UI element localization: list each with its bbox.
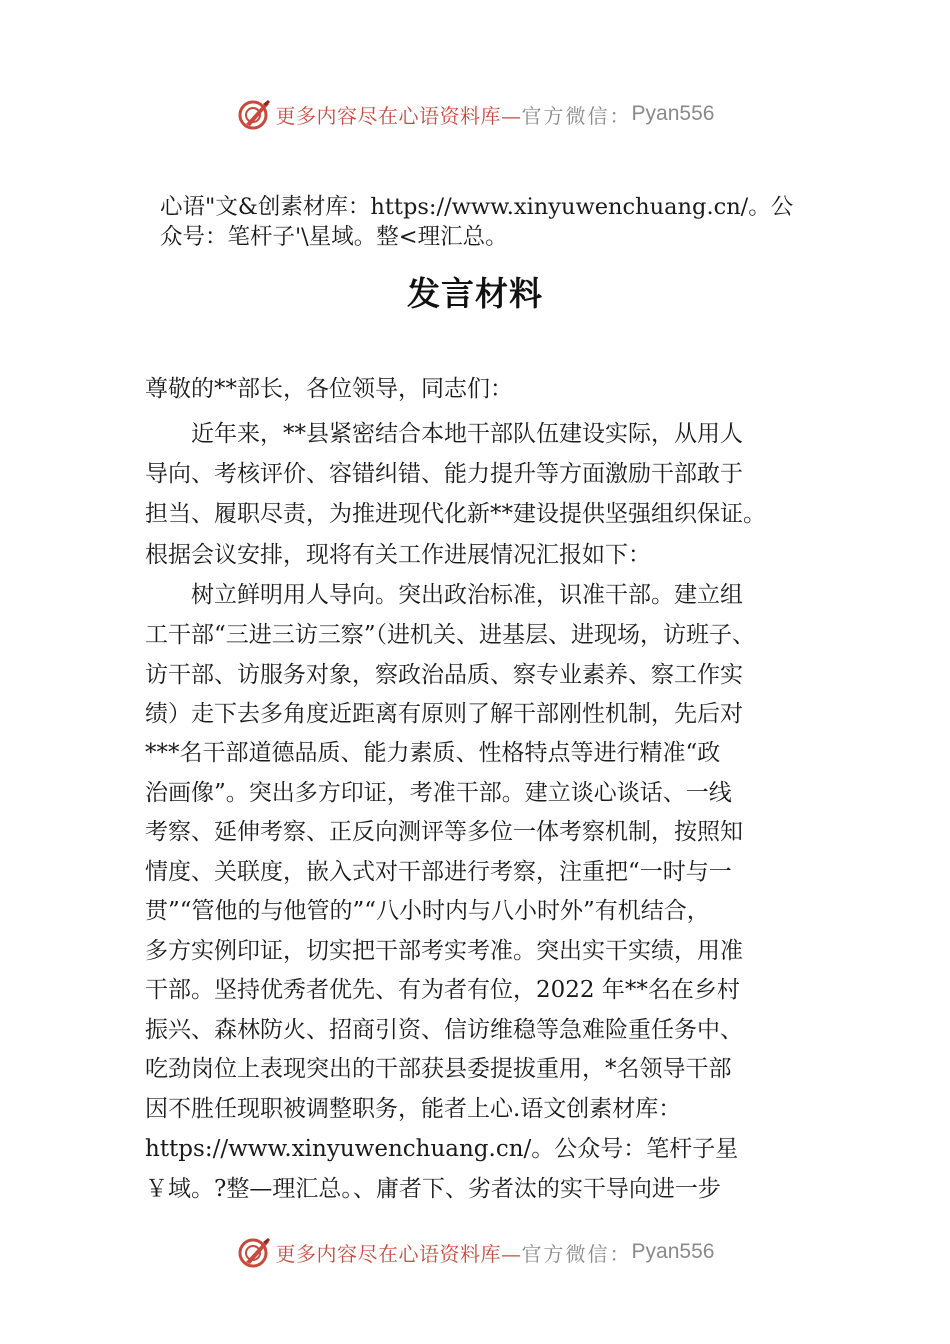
- body-line: 干部。坚持优秀者优先、有为者有位，2022 年**名在乡村: [145, 977, 740, 1003]
- body-line: ￥域。?整—理汇总。、庸者下、劣者汰的实干导向进一步: [145, 1176, 721, 1202]
- body-line: 担当、履职尽责，为推进现代化新**建设提供坚强组织保证。: [145, 501, 766, 527]
- quill-logo-icon: [236, 1234, 272, 1270]
- body-line: 根据会议安排，现将有关工作进展情况汇报如下：: [145, 542, 651, 568]
- body-line: ***名干部道德品质、能力素质、性格特点等进行精准“政: [145, 740, 721, 766]
- body-line: 治画像”。突出多方印证，考准干部。建立谈心谈话、一线: [145, 780, 732, 806]
- body-line: 因不胜任现职被调整职务，能者上心.语文创素材库：: [145, 1096, 682, 1122]
- banner-wechat-id: Pyan556: [631, 102, 715, 125]
- body-line: 绩）走下去多角度近距离有原则了解干部刚性机制，先后对: [145, 701, 743, 727]
- banner-content: [236, 1234, 715, 1270]
- header-watermark-banner: [0, 92, 950, 136]
- body-line: 吃劲岗位上表现突出的干部获县委提拔重用，*名领导干部: [145, 1056, 732, 1082]
- banner-main-text: 更多内容尽在心语资料库—: [275, 103, 522, 128]
- quill-logo-icon: [236, 96, 272, 132]
- banner-wechat-label: 官方微信：: [521, 103, 632, 128]
- body-line: https://www.xinyuwenchuang.cn/。公众号：笔杆子星: [145, 1136, 739, 1162]
- body-line: 近年来，**县紧密结合本地干部队伍建设实际，从用人: [145, 421, 743, 447]
- body-line: 贯”“管他的与他管的”“八小时内与八小时外”有机结合，: [145, 898, 710, 924]
- body-line: 考察、延伸考察、正反向测评等多位一体考察机制，按照知: [145, 819, 743, 845]
- body-line: 工干部“三进三访三察”（进机关、进基层、进现场，访班子、: [145, 622, 756, 648]
- banner-content: [236, 96, 715, 132]
- banner-main-text: 更多内容尽在心语资料库—: [275, 1241, 522, 1266]
- banner-wechat-label: 官方微信：: [521, 1241, 632, 1266]
- body-line: 导向、考核评价、容错纠错、能力提升等方面激励干部敢于: [145, 461, 743, 487]
- body-line: 树立鲜明用人导向。突出政治标准，识准干部。建立组: [145, 582, 743, 608]
- body-line: 情度、关联度，嵌入式对干部进行考察，注重把“一时与一: [145, 859, 732, 885]
- source-note-line-2: 众号：笔杆子'\星域。整<理汇总。: [160, 224, 508, 250]
- body-line: 振兴、森林防火、招商引资、信访维稳等急难险重任务中、: [145, 1017, 743, 1043]
- source-note-line-1: 心语"文&创素材库：https://www.xinyuwenchuang.cn/。公: [160, 194, 794, 220]
- document-title: 发言材料: [407, 274, 543, 313]
- banner-wechat-id: Pyan556: [631, 1240, 715, 1263]
- body-line-salutation: 尊敬的**部长，各位领导，同志们：: [145, 376, 513, 402]
- body-line: 访干部、访服务对象，察政治品质、察专业素养、察工作实: [145, 662, 743, 688]
- body-line: 多方实例印证，切实把干部考实考准。突出实干实绩，用准: [145, 938, 743, 964]
- footer-watermark-banner: [0, 1230, 950, 1274]
